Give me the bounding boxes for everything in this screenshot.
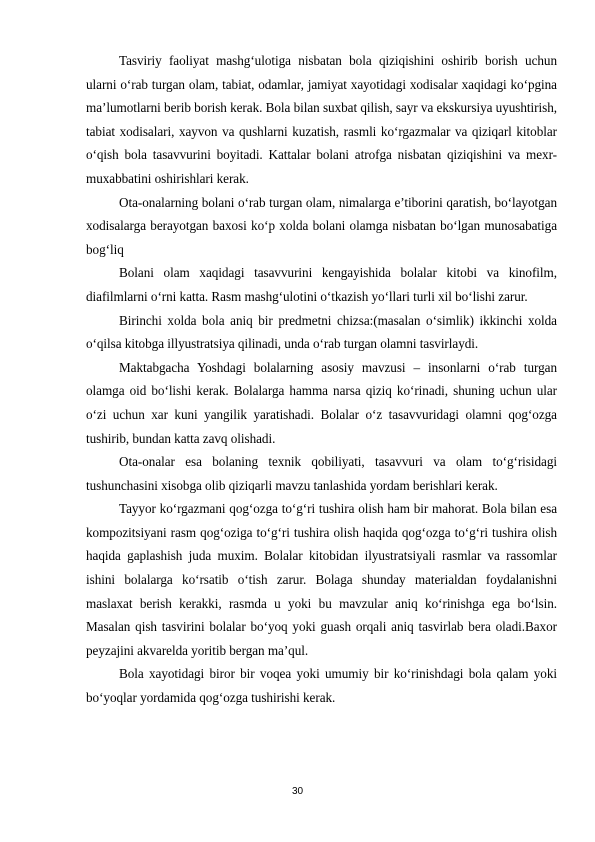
page-body: [86, 49, 557, 710]
paragraph: Birinchi xolda bola aniq bir predmetni chizsa:(masalan o‘simlik) ikkinchi xolda o‘qilsa kitobga illyustratsiya qilinadi, unda o‘rab turgan olamni tasvirlaydi.: [86, 312, 557, 352]
paragraph: Tasviriy faoliyat mashg‘ulotiga nisbatan bola qiziqishini oshirib borish uchun ularni o‘rab turgan olam, tabiat, odamlar, jamiyat xayotidagi xodisalar xaqidagi ko‘pgina ma’lumotlarni berib borish kerak. Bola bilan suxbat qilish, sayr va ekskursiya uyushtirish, tabiat xodisalari, xayvon va qushlarni kuzatish, rasmli ko‘rgazmalar va qiziqarl kitoblar o‘qish bola tasavvurini boyitadi. Kattalar bolani atrofga nisbatan qiziqishini va mexr-muxabbatini oshirishlari kerak.: [86, 53, 557, 186]
paragraph: Maktabgacha Yoshdagi bolalarning asosiy mavzusi – insonlarni o‘rab turgan olamga oid bo‘lishi kerak. Bolalarga hamma narsa qiziq ko‘rinadi, shuning uchun ular o‘zi uchun xar kuni yangilik yaratishadi. Bolalar o‘z tasavvuridagi olamni qog‘ozga tushirib, bundan katta zavq olishadi.: [86, 359, 557, 446]
paragraph: Ota-onalar esa bolaning texnik qobiliyati, tasavvuri va olam to‘g‘risidagi tushunchasini xisobga olib qiziqarli mavzu tanlashida yordam berishlari kerak.: [86, 454, 557, 493]
paragraph: Bolani olam xaqidagi tasavvurini kengayishida bolalar kitobi va kinofilm, diafilmlarni o‘rni katta. Rasm mashg‘ulotini o‘tkazish yo‘llari turli xil bo‘lishi zarur.: [86, 265, 557, 304]
paragraph: Ota-onalarning bolani o‘rab turgan olam, nimalarga e’tiborini qaratish, bo‘layotgan xodisalarga berayotgan baxosi ko‘p xolda bolani olamga nisbatan bo‘lgan munosabatiga bog‘liq: [86, 194, 557, 257]
paragraph: Bola xayotidagi biror bir voqea yoki umumiy bir ko‘rinishdagi bola qalam yoki bo‘yoqlar yordamida qog‘ozga tushirishi kerak.: [86, 666, 557, 706]
page-number: 30: [291, 786, 304, 797]
paragraph: Tayyor ko‘rgazmani qog‘ozga to‘g‘ri tushira olish ham bir mahorat. Bola bilan esa kompozitsiyani rasm qog‘oziga to‘g‘ri tushira olish haqida qog‘ozga to‘g‘ri tushira olish haqida gaplashish juda muxim. Bolalar kitobidan ilyustratsiyali rasmlar va rassomlar ishini bolalarga ko‘rsatib o‘tish zarur. Bolaga shunday materialdan foydalanishni maslaxat berish kerakki, rasmda u yoki bu mavzular aniq ko‘rinishga ega bo‘lsin. Masalan qish tasvirini bolalar bo‘yoq yoki guash orqali aniq tasvirlab bera oladi.Baxor peyzajini akvarelda yoritib bergan ma’qul.: [86, 501, 557, 658]
